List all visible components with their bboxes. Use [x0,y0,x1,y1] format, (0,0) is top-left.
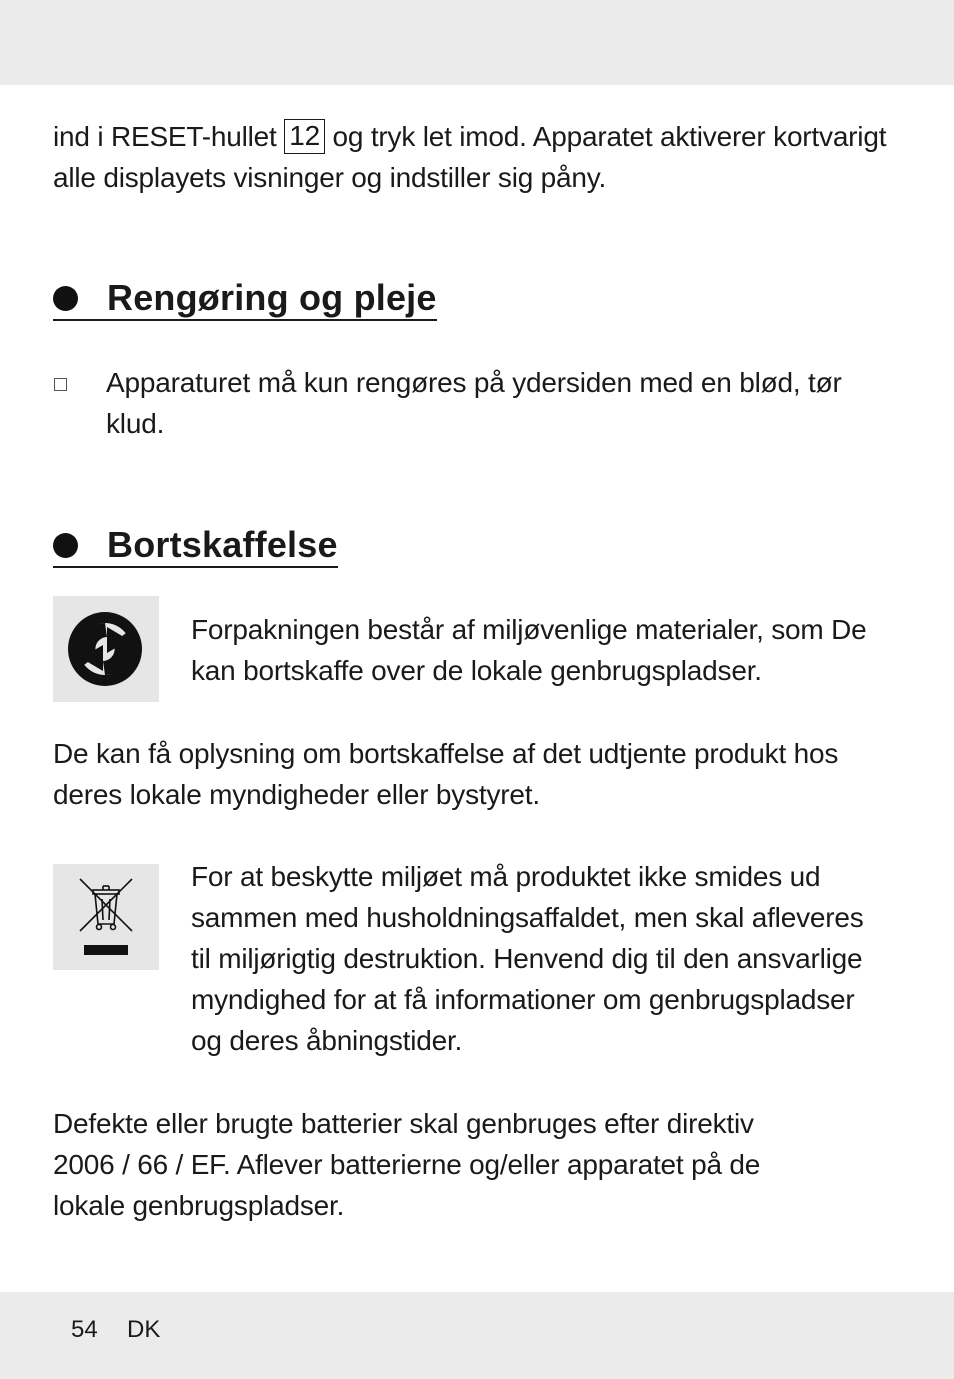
intro-paragraph [53,116,886,198]
cleaning-line1: Apparaturet må kun rengøres på ydersiden med en blød, tør [106,367,842,398]
reference-number-box: 12 [284,119,325,154]
weee-line1: For at beskytte miljøet må produktet ikke smides ud [191,861,821,892]
disposal-info-paragraph [53,733,838,815]
packaging-line1: Forpakningen består af miljøvenlige materialer, som De [191,614,867,645]
battery-paragraph [53,1103,760,1226]
section-heading-cleaning [53,277,437,321]
weee-line3: til miljørigtig destruktion. Henvend dig til den ansvarlige [191,943,863,974]
battery-line1: Defekte eller brugte batterier skal genbruges efter direktiv [53,1108,754,1139]
weee-line4: myndighed for at få informationer om genbrugspladser [191,984,855,1015]
battery-line2: 2006 / 66 / EF. Aflever batterierne og/eller apparatet på de [53,1149,761,1180]
weee-text [191,856,864,1061]
section-title-cleaning: Rengøring og pleje [107,277,437,318]
section-title-disposal: Bortskaffelse [107,524,338,565]
weee-line5: og deres åbningstider. [191,1025,463,1056]
info-line2: deres lokale myndigheder eller bystyret. [53,779,540,810]
list-bullet-square [54,378,67,391]
cleaning-bullet-text [106,362,842,444]
intro-text-after: og tryk let imod. Apparatet aktiverer kortvarigt [324,121,887,152]
battery-line3: lokale genbrugspladser. [53,1190,345,1221]
language-code: DK [127,1316,161,1343]
page-header-band [0,0,954,85]
weee-icon-tile [53,864,159,970]
heading-bullet-dot [53,533,78,558]
recycling-green-dot-icon [53,596,159,702]
weee-line2: sammen med husholdningsaffaldet, men skal afleveres [191,902,864,933]
intro-text-before: ind i RESET-hullet [53,121,285,152]
heading-bullet-dot [53,286,78,311]
packaging-line2: kan bortskaffe over de lokale genbrugspladser. [191,655,762,686]
packaging-text [191,609,867,691]
page-number: 54 [71,1316,98,1343]
section-heading-disposal [53,524,338,568]
crossed-out-bin-icon [53,864,159,970]
intro-text-line2: alle displayets visninger og indstiller sig påny. [53,162,607,193]
recycling-icon-tile [53,596,159,702]
cleaning-line2: klud. [106,408,165,439]
info-line1: De kan få oplysning om bortskaffelse af det udtjente produkt hos [53,738,839,769]
